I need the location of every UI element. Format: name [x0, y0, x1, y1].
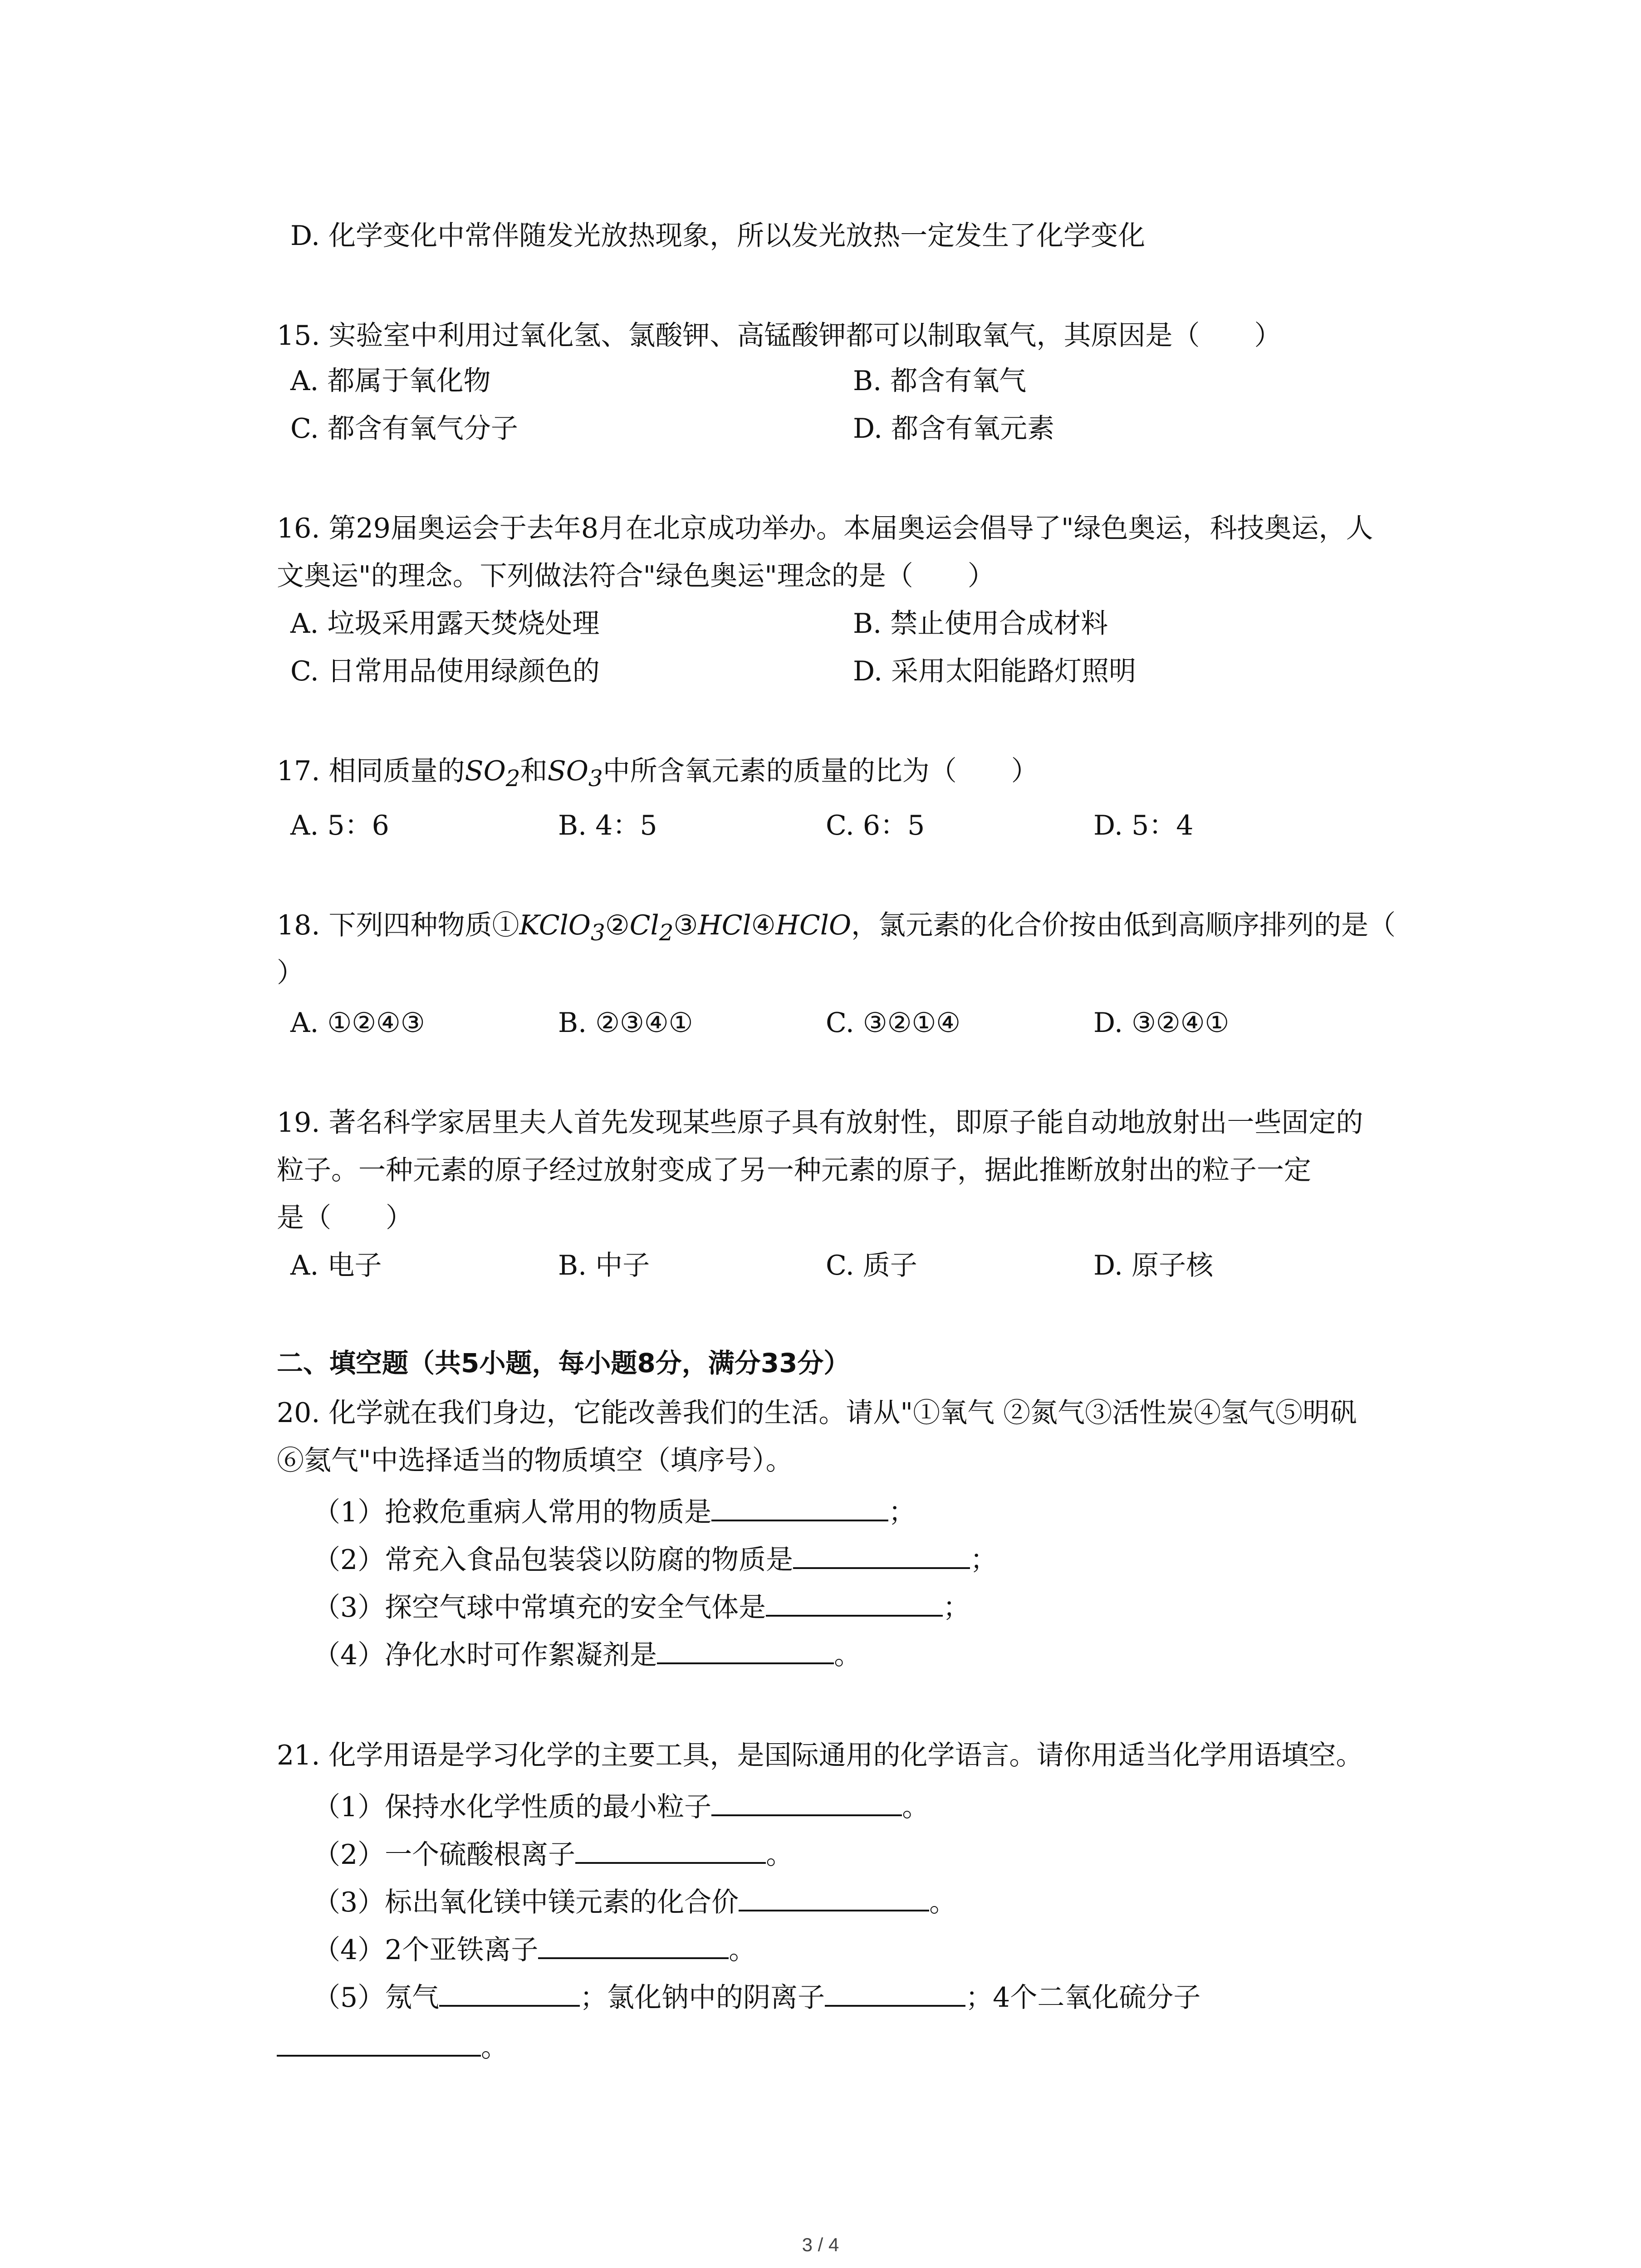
- answer-blank[interactable]: [538, 1930, 729, 1959]
- q16-option-a: A. 垃圾采用露天焚烧处理: [290, 608, 600, 640]
- formula-hcl: HCl: [698, 909, 751, 941]
- q20-sub-2-text: （2）常充入食品包装袋以防腐的物质是: [313, 1544, 794, 1576]
- q17-stem-post: 中所含氧元素的质量的比为（ ）: [603, 755, 1038, 787]
- q15-option-c: C. 都含有氧气分子: [290, 413, 518, 445]
- q21-sub-1: [313, 1787, 929, 1825]
- page-number: 3 / 4: [802, 2234, 839, 2255]
- q18-stem-pre: 18. 下列四种物质: [277, 909, 492, 941]
- q20-stem-line1: 20. 化学就在我们身边，它能改善我们的生活。请从"①氧气 ②氮气③活性炭④氢气⑤明矾: [277, 1397, 1357, 1429]
- q21-sub-5-end: 。: [481, 2032, 508, 2063]
- formula-hclo: HClO: [775, 909, 852, 941]
- formula-kclo3-subscript: 3: [591, 919, 605, 946]
- q18-option-c: C. ③②①④: [826, 1007, 961, 1039]
- formula-so3: [547, 755, 603, 792]
- q21-sub-3-text: （3）标出氧化镁中镁元素的化合价: [313, 1887, 739, 1918]
- answer-blank[interactable]: [739, 1882, 929, 1911]
- answer-blank[interactable]: [766, 1588, 943, 1617]
- q17-option-b: B. 4：5: [558, 810, 657, 841]
- q16-option-b: B. 禁止使用合成材料: [853, 608, 1108, 640]
- q16-stem-line2-text: 文奥运"的理念。下列做法符合"绿色奥运"理念的是（ ）: [277, 560, 995, 592]
- section-heading: 二、填空题（共5小题，每小题8分，满分33分）: [277, 1348, 850, 1378]
- q16-option-c: C. 日常用品使用绿颜色的: [290, 655, 600, 687]
- q15-option-b: B. 都含有氧气: [853, 365, 1027, 397]
- formula-cl2-subscript: 2: [659, 919, 674, 946]
- q21-sub-5-text-c: ；4个二氧化硫分子: [965, 1982, 1201, 2014]
- q21-sub-5-text-a: （5）氖气: [313, 1982, 440, 2014]
- q15-option-a: A. 都属于氧化物: [290, 365, 491, 397]
- q18-marker-1: ①: [492, 909, 519, 941]
- q20-sub-1-text: （1）抢救危重病人常用的物质是: [313, 1496, 712, 1528]
- q18-stem-post: ，氯元素的化合价按由低到高顺序排列的是（: [851, 909, 1396, 941]
- q21-sub-4: [313, 1930, 756, 1968]
- q16-option-d: D. 采用太阳能路灯照明: [853, 655, 1136, 687]
- q21-sub-4-text: （4）2个亚铁离子: [313, 1934, 539, 1966]
- answer-blank[interactable]: [277, 2028, 481, 2057]
- q20-sub-4-text: （4）净化水时可作絮凝剂是: [313, 1639, 657, 1671]
- q18-stem-line1: [277, 907, 1396, 951]
- formula-so2-subscript: 2: [505, 765, 520, 792]
- answer-blank[interactable]: [657, 1635, 834, 1664]
- q20-sub-2: [313, 1540, 997, 1578]
- q14-option-d: D. 化学变化中常伴随发光放热现象，所以发光放热一定发生了化学变化: [290, 220, 1146, 252]
- q18-option-b: B. ②③④①: [558, 1007, 693, 1039]
- q15-stem: 15. 实验室中利用过氧化氢、氯酸钾、高锰酸钾都可以制取氧气，其原因是（ ）: [277, 320, 1282, 352]
- q20-sub-3-end: ；: [943, 1592, 970, 1623]
- q18-option-a: A. ①②④③: [290, 1007, 425, 1039]
- q20-sub-4: [313, 1635, 861, 1673]
- q21-sub-1-text: （1）保持水化学性质的最小粒子: [313, 1791, 712, 1823]
- q18-marker-2: ②: [605, 909, 630, 941]
- formula-so3-subscript: 3: [588, 765, 603, 792]
- q19-stem-line2: 粒子。一种元素的原子经过放射变成了另一种元素的原子，据此推断放射出的粒子一定: [277, 1154, 1311, 1186]
- q20-sub-1-end: ；: [888, 1496, 916, 1528]
- formula-kclo3-base: KClO: [519, 909, 591, 941]
- q18-stem-line2: ）: [277, 957, 304, 989]
- q21-sub-2: [313, 1835, 793, 1873]
- q21-sub-3: [313, 1882, 956, 1921]
- q17-stem-pre: 17. 相同质量的: [277, 755, 465, 787]
- q17-option-d: D. 5：4: [1093, 810, 1194, 841]
- answer-blank[interactable]: [711, 1787, 902, 1816]
- formula-so2-base: SO: [465, 755, 506, 787]
- q16-stem-line2: [277, 558, 995, 594]
- answer-blank[interactable]: [439, 1978, 580, 2007]
- formula-cl2: [629, 909, 674, 946]
- q17-stem: [277, 753, 1038, 797]
- q21-sub-4-end: 。: [729, 1934, 756, 1966]
- q20-sub-1: [313, 1492, 916, 1530]
- formula-kclo3: [519, 909, 605, 946]
- formula-so3-base: SO: [547, 755, 588, 787]
- q21-sub-2-end: 。: [766, 1839, 794, 1871]
- q20-sub-3-text: （3）探空气球中常填充的安全气体是: [313, 1592, 766, 1623]
- q17-stem-mid: 和: [520, 755, 548, 787]
- q21-sub-5: [313, 1978, 1200, 2016]
- formula-so2: [465, 755, 520, 792]
- q20-sub-4-end: 。: [834, 1639, 862, 1671]
- q20-stem-line2: ⑥氦气"中选择适当的物质填空（填序号）。: [277, 1445, 793, 1476]
- q19-option-a: A. 电子: [290, 1250, 382, 1281]
- answer-blank[interactable]: [825, 1978, 965, 2007]
- q21-stem: 21. 化学用语是学习化学的主要工具，是国际通用的化学语言。请你用适当化学用语填空。: [277, 1740, 1363, 1771]
- q19-option-c: C. 质子: [826, 1250, 917, 1281]
- q19-option-b: B. 中子: [558, 1250, 650, 1281]
- q21-sub-2-text: （2）一个硫酸根离子: [313, 1839, 576, 1871]
- q19-stem-line1: 19. 著名科学家居里夫人首先发现某些原子具有放射性，即原子能自动地放射出一些固定的: [277, 1107, 1363, 1139]
- formula-cl2-base: Cl: [629, 909, 659, 941]
- q18-marker-4: ④: [751, 909, 776, 941]
- answer-blank[interactable]: [711, 1492, 888, 1521]
- q21-sub-5-text-b: ；氯化钠中的阴离子: [580, 1982, 825, 2014]
- q18-option-d: D. ③②④①: [1093, 1007, 1230, 1039]
- q21-sub-5-cont: [277, 2028, 508, 2066]
- q21-sub-3-end: 。: [929, 1887, 957, 1918]
- q15-option-d: D. 都含有氧元素: [853, 413, 1055, 445]
- q21-sub-1-end: 。: [902, 1791, 930, 1823]
- q17-option-c: C. 6：5: [826, 810, 925, 841]
- answer-blank[interactable]: [575, 1835, 766, 1864]
- q18-marker-3: ③: [673, 909, 698, 941]
- q20-sub-3: [313, 1588, 970, 1626]
- q20-sub-2-end: ；: [970, 1544, 998, 1576]
- q19-stem-line3: 是（ ）: [277, 1202, 413, 1234]
- answer-blank[interactable]: [793, 1540, 970, 1569]
- q17-option-a: A. 5：6: [290, 810, 389, 841]
- q16-stem-line1: 16. 第29届奥运会于去年8月在北京成功举办。本届奥运会倡导了"绿色奥运，科技奥运，人: [277, 513, 1373, 544]
- q19-option-d: D. 原子核: [1093, 1250, 1214, 1281]
